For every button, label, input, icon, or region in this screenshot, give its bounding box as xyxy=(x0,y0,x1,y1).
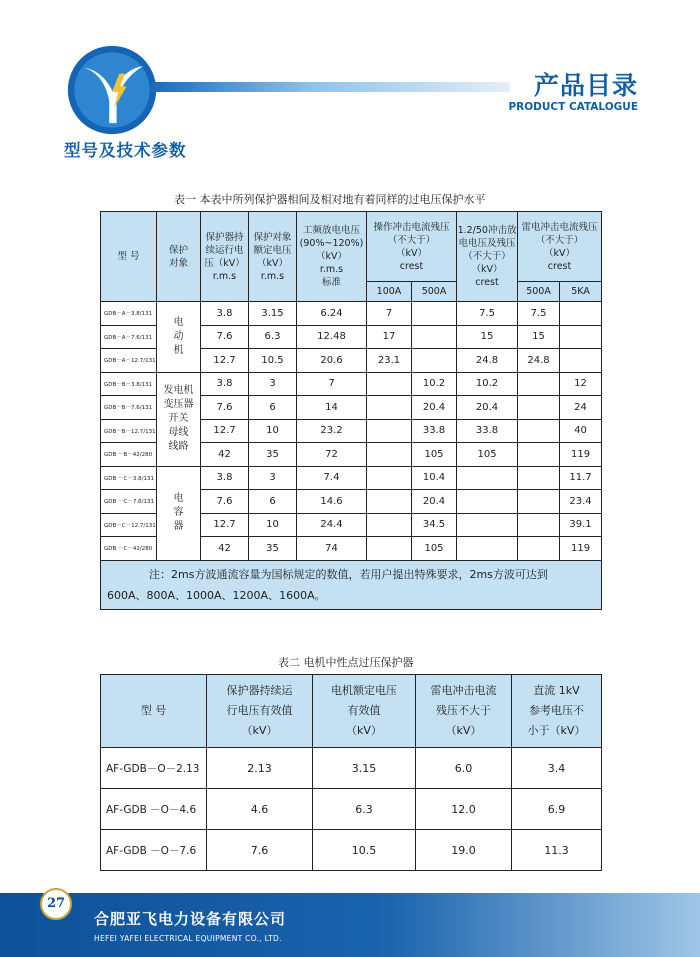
value-cell: 42 xyxy=(201,537,249,561)
company-logo-icon xyxy=(66,44,158,136)
header-model: 型 号 xyxy=(101,212,157,302)
value-cell: 17 xyxy=(367,325,412,349)
header-impulse-1250: 1.2/50冲击放 电电压及残压 （不大于） （kV） crest xyxy=(457,212,518,302)
value-cell: 105 xyxy=(412,537,457,561)
value-cell: 119 xyxy=(560,443,602,467)
model-cell: GDB－C－12.7/131 xyxy=(101,513,157,537)
note-line-2: 600A、800A、1000A、1200A、1600A。 xyxy=(107,588,326,602)
value-cell: 7.6 xyxy=(201,490,249,514)
protected-object-cell: 电 容 器 xyxy=(157,466,201,560)
value-cell xyxy=(457,537,518,561)
value-cell: 19.0 xyxy=(416,830,512,871)
value-cell xyxy=(367,443,412,467)
value-cell xyxy=(560,325,602,349)
value-cell: 35 xyxy=(249,443,297,467)
value-cell: 23.1 xyxy=(367,349,412,373)
page-number: 27 xyxy=(40,888,72,920)
value-cell xyxy=(367,372,412,396)
value-cell: 12.0 xyxy=(416,789,512,830)
header-object: 保护 对象 xyxy=(157,212,201,302)
value-cell: 12.48 xyxy=(297,325,367,349)
value-cell: 24.8 xyxy=(518,349,560,373)
value-cell: 10.2 xyxy=(457,372,518,396)
table-row xyxy=(101,466,602,490)
model-cell: GDB－A－7.6/131 xyxy=(101,325,157,349)
value-cell xyxy=(518,419,560,443)
table2-caption: 表二 电机中性点过压保护器 xyxy=(278,656,414,669)
value-cell xyxy=(367,396,412,420)
value-cell: 3.8 xyxy=(201,372,249,396)
value-cell: 23.2 xyxy=(297,419,367,443)
value-cell xyxy=(518,490,560,514)
t2-header-dc-ref: 直流 1kV 参考电压不 小于（kV） xyxy=(512,675,602,748)
value-cell: 7 xyxy=(367,302,412,326)
value-cell: 74 xyxy=(297,537,367,561)
table-row xyxy=(101,748,602,789)
value-cell xyxy=(412,349,457,373)
value-cell: 7.5 xyxy=(518,302,560,326)
header-sw-500a: 500A xyxy=(412,282,457,302)
header-rated-voltage: 保护对象 额定电压 （kV） r.m.s xyxy=(249,212,297,302)
value-cell xyxy=(560,302,602,326)
model-cell: GDB－B－12.7/131 xyxy=(101,419,157,443)
section-title: 型号及技术参数 xyxy=(64,141,187,160)
value-cell: 24.4 xyxy=(297,513,367,537)
value-cell: 3 xyxy=(249,466,297,490)
value-cell: 7.5 xyxy=(457,302,518,326)
value-cell: 33.8 xyxy=(412,419,457,443)
value-cell: 6.3 xyxy=(249,325,297,349)
value-cell: 72 xyxy=(297,443,367,467)
table1-note xyxy=(101,560,602,609)
value-cell: 4.6 xyxy=(207,789,313,830)
model-cell: GDB －C－3.8/131 xyxy=(101,466,157,490)
value-cell xyxy=(518,396,560,420)
model-cell: GDB－B－3.8/131 xyxy=(101,372,157,396)
value-cell: 10 xyxy=(249,513,297,537)
value-cell: 24 xyxy=(560,396,602,420)
value-cell: 119 xyxy=(560,537,602,561)
header-mcov: 保护器持 续运行电 压（kV） r.m.s xyxy=(201,212,249,302)
value-cell: 40 xyxy=(560,419,602,443)
value-cell: 6.0 xyxy=(416,748,512,789)
value-cell: 35 xyxy=(249,537,297,561)
table1-caption: 表一 本表中所列保护器相间及相对地有着同样的过电压保护水平 xyxy=(174,193,486,206)
value-cell: 10 xyxy=(249,419,297,443)
catalog-title: 产品目录 xyxy=(533,71,638,100)
value-cell xyxy=(518,466,560,490)
value-cell: 10.2 xyxy=(412,372,457,396)
value-cell: 3 xyxy=(249,372,297,396)
value-cell: 11.7 xyxy=(560,466,602,490)
header-lightning-residual: 雷电冲击电流残压 （不大于） （kV） crest xyxy=(518,212,602,282)
company-name-en: HEFEI YAFEI ELECTRICAL EQUIPMENT CO., LTD. xyxy=(94,934,282,943)
model-cell: AF-GDB －O－4.6 xyxy=(101,789,207,830)
value-cell xyxy=(457,466,518,490)
header-sw-100a: 100A xyxy=(367,282,412,302)
note-line-1: 注：2ms方波通流容量为国标规定的数值，若用户提出特殊要求，2ms方波可达到 xyxy=(149,567,548,581)
value-cell xyxy=(457,490,518,514)
value-cell: 2.13 xyxy=(207,748,313,789)
value-cell: 15 xyxy=(457,325,518,349)
model-cell: GDB－A－3.8/131 xyxy=(101,302,157,326)
t2-header-rated: 电机额定电压 有效值 （kV） xyxy=(313,675,416,748)
value-cell xyxy=(367,419,412,443)
value-cell xyxy=(367,466,412,490)
value-cell xyxy=(367,537,412,561)
table-row xyxy=(101,789,602,830)
value-cell: 23.4 xyxy=(560,490,602,514)
value-cell: 3.15 xyxy=(249,302,297,326)
header-switching-residual: 操作冲击电流残压 （不大于） （kV） crest xyxy=(367,212,457,282)
protected-object-cell: 发电机 变压器 开关 母线 线路 xyxy=(157,372,201,466)
value-cell: 3.4 xyxy=(512,748,602,789)
model-cell: GDB －B－42/280 xyxy=(101,443,157,467)
value-cell: 39.1 xyxy=(560,513,602,537)
value-cell: 11.3 xyxy=(512,830,602,871)
model-cell: AF-GDB －O－7.6 xyxy=(101,830,207,871)
value-cell: 20.4 xyxy=(457,396,518,420)
model-cell: AF-GDB－O－2.13 xyxy=(101,748,207,789)
t2-header-mcov: 保护器持续运 行电压有效值 （kV） xyxy=(207,675,313,748)
neutral-point-arrester-table xyxy=(100,674,602,871)
value-cell: 105 xyxy=(412,443,457,467)
value-cell: 3.8 xyxy=(201,466,249,490)
value-cell xyxy=(412,325,457,349)
model-cell: GDB－A－12.7/131 xyxy=(101,349,157,373)
value-cell xyxy=(518,443,560,467)
value-cell: 14 xyxy=(297,396,367,420)
value-cell: 7.6 xyxy=(207,830,313,871)
value-cell: 42 xyxy=(201,443,249,467)
value-cell xyxy=(518,372,560,396)
table-row xyxy=(101,372,602,396)
value-cell: 7.6 xyxy=(201,396,249,420)
t2-header-model: 型 号 xyxy=(101,675,207,748)
value-cell xyxy=(367,513,412,537)
model-cell: GDB －C－7.6/131 xyxy=(101,490,157,514)
value-cell xyxy=(518,537,560,561)
value-cell: 34.5 xyxy=(412,513,457,537)
value-cell xyxy=(367,490,412,514)
company-name-cn: 合肥亚飞电力设备有限公司 xyxy=(94,910,287,928)
value-cell: 3.15 xyxy=(313,748,416,789)
value-cell: 12.7 xyxy=(201,513,249,537)
table1-body xyxy=(101,302,602,561)
value-cell xyxy=(412,302,457,326)
table2-body xyxy=(101,748,602,871)
value-cell: 12.7 xyxy=(201,349,249,373)
value-cell xyxy=(560,349,602,373)
t2-header-lightning: 雷电冲击电流 残压不大于 （kV） xyxy=(416,675,512,748)
header-divider-bar xyxy=(150,82,510,92)
value-cell: 10.5 xyxy=(249,349,297,373)
value-cell: 20.4 xyxy=(412,490,457,514)
model-cell: GDB －C－42/280 xyxy=(101,537,157,561)
value-cell: 6.3 xyxy=(313,789,416,830)
table-row xyxy=(101,302,602,326)
catalog-subtitle: PRODUCT CATALOGUE xyxy=(508,101,638,113)
table-row xyxy=(101,830,602,871)
header-lt-5ka: 5KA xyxy=(560,282,602,302)
value-cell: 105 xyxy=(457,443,518,467)
value-cell xyxy=(457,513,518,537)
value-cell: 10.5 xyxy=(313,830,416,871)
value-cell: 20.6 xyxy=(297,349,367,373)
value-cell: 12.7 xyxy=(201,419,249,443)
value-cell: 6 xyxy=(249,490,297,514)
value-cell xyxy=(518,513,560,537)
value-cell: 15 xyxy=(518,325,560,349)
protected-object-cell: 电 动 机 xyxy=(157,302,201,373)
value-cell: 7.6 xyxy=(201,325,249,349)
value-cell: 3.8 xyxy=(201,302,249,326)
value-cell: 20.4 xyxy=(412,396,457,420)
value-cell: 6.24 xyxy=(297,302,367,326)
value-cell: 6 xyxy=(249,396,297,420)
value-cell: 12 xyxy=(560,372,602,396)
header-pf-discharge: 工频放电电压 (90%~120%) （kV） r.m.s 标准 xyxy=(297,212,367,302)
value-cell: 6.9 xyxy=(512,789,602,830)
header-lt-500a: 500A xyxy=(518,282,560,302)
value-cell: 7 xyxy=(297,372,367,396)
model-cell: GDB－B－7.6/131 xyxy=(101,396,157,420)
value-cell: 14.6 xyxy=(297,490,367,514)
value-cell: 10.4 xyxy=(412,466,457,490)
value-cell: 24.8 xyxy=(457,349,518,373)
value-cell: 7.4 xyxy=(297,466,367,490)
arrester-parameter-table xyxy=(100,211,602,610)
value-cell: 33.8 xyxy=(457,419,518,443)
